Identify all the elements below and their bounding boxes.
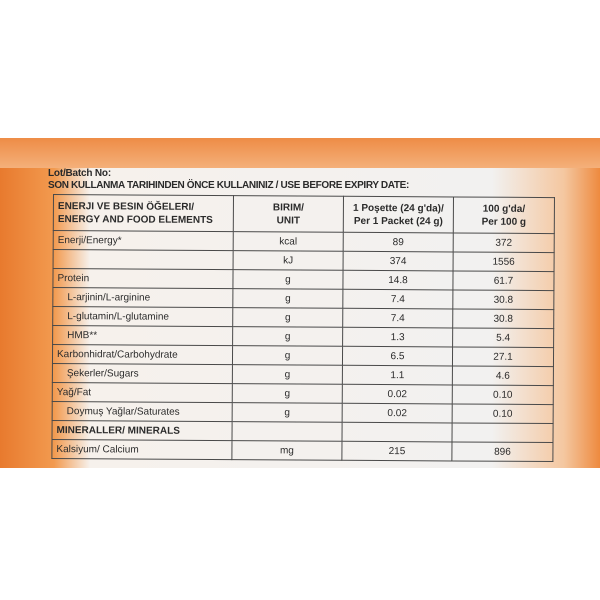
table-header-row xyxy=(53,195,554,234)
row-per-packet: 1.1 xyxy=(342,365,452,385)
row-name: Yağ/Fat xyxy=(52,382,232,402)
row-name: L-arjinin/L-arginine xyxy=(53,288,233,308)
row-name: Şekerler/Sugars xyxy=(52,363,232,383)
header-unit-line2: UNIT xyxy=(276,214,301,227)
header-per-packet-line2: Per 1 Packet (24 g) xyxy=(353,215,443,227)
row-name: Karbonhidrat/Carbohydrate xyxy=(52,345,232,365)
row-unit: mg xyxy=(232,441,342,461)
header-energy-elements-line1: ENERJI VE BESIN ÖĞELERI/ xyxy=(57,200,195,213)
row-unit: g xyxy=(232,365,342,385)
row-per-packet: 7.4 xyxy=(343,308,453,328)
row-per-100g: 30.8 xyxy=(453,309,554,329)
row-per-packet: 0.02 xyxy=(342,384,452,404)
header-per-100g xyxy=(453,197,554,234)
table-row-calcium xyxy=(52,439,553,461)
header-per-packet-line1: 1 Poşette (24 g'da)/ xyxy=(353,202,444,214)
row-name: HMB** xyxy=(53,326,233,346)
row-name: Enerji/Energy* xyxy=(53,231,233,251)
row-unit: g xyxy=(233,270,343,290)
row-per-100g: 1556 xyxy=(453,252,554,272)
row-per-packet: 89 xyxy=(343,232,453,252)
row-name: Protein xyxy=(53,269,233,289)
nutrition-facts-table xyxy=(51,194,555,462)
row-per-packet: 374 xyxy=(343,251,453,271)
row-per-100g: 0.10 xyxy=(452,404,553,424)
row-unit: g xyxy=(232,346,342,366)
row-per-packet: 0.02 xyxy=(342,403,452,423)
row-per-packet xyxy=(342,422,452,442)
row-per-100g: 896 xyxy=(452,442,553,462)
row-unit: g xyxy=(233,289,343,309)
header-per-100g-line2: Per 100 g xyxy=(481,216,527,228)
row-per-100g xyxy=(452,423,553,443)
row-name: MINERALLER/ MINERALS xyxy=(52,420,232,440)
row-per-packet: 6.5 xyxy=(342,346,452,366)
row-per-100g: 30.8 xyxy=(453,290,554,310)
row-name: Kalsiyum/ Calcium xyxy=(52,439,232,459)
row-unit: g xyxy=(233,308,343,328)
row-per-100g: 4.6 xyxy=(452,366,553,386)
expiry-date-label: SON KULLANMA TARIHINDEN ÖNCE KULLANINIZ / USE BEFORE EXPIRY DATE: xyxy=(48,180,409,191)
header-unit-line1: BIRIM/ xyxy=(272,201,305,214)
header-per-packet xyxy=(343,196,453,233)
row-per-100g: 61.7 xyxy=(453,271,554,291)
row-per-100g: 27.1 xyxy=(452,347,553,367)
header-per-100g-line1: 100 g'da/ xyxy=(482,203,526,215)
photo-background-top xyxy=(0,0,600,138)
row-name: Doymuş Yağlar/Saturates xyxy=(52,401,232,421)
row-unit: g xyxy=(233,327,343,347)
row-per-100g: 5.4 xyxy=(453,328,554,348)
row-unit: kJ xyxy=(233,251,343,271)
header-energy-elements-line2: ENERGY AND FOOD ELEMENTS xyxy=(57,213,213,226)
row-unit: g xyxy=(232,403,342,423)
lot-batch-label: Lot/Batch No: xyxy=(48,168,111,179)
row-unit xyxy=(232,422,342,442)
row-per-100g: 0.10 xyxy=(452,385,553,405)
row-per-100g: 372 xyxy=(453,233,554,253)
header-unit xyxy=(233,196,343,233)
package-orange-band xyxy=(0,138,600,168)
row-per-packet: 7.4 xyxy=(343,289,453,309)
row-unit: g xyxy=(232,384,342,404)
row-name xyxy=(53,250,233,270)
row-per-packet: 1.3 xyxy=(343,327,453,347)
row-per-packet: 215 xyxy=(342,441,452,461)
photo-background-bottom xyxy=(0,468,600,600)
row-name: L-glutamin/L-glutamine xyxy=(53,307,233,327)
row-unit: kcal xyxy=(233,232,343,252)
header-energy-elements xyxy=(53,195,233,232)
row-per-packet: 14.8 xyxy=(343,270,453,290)
